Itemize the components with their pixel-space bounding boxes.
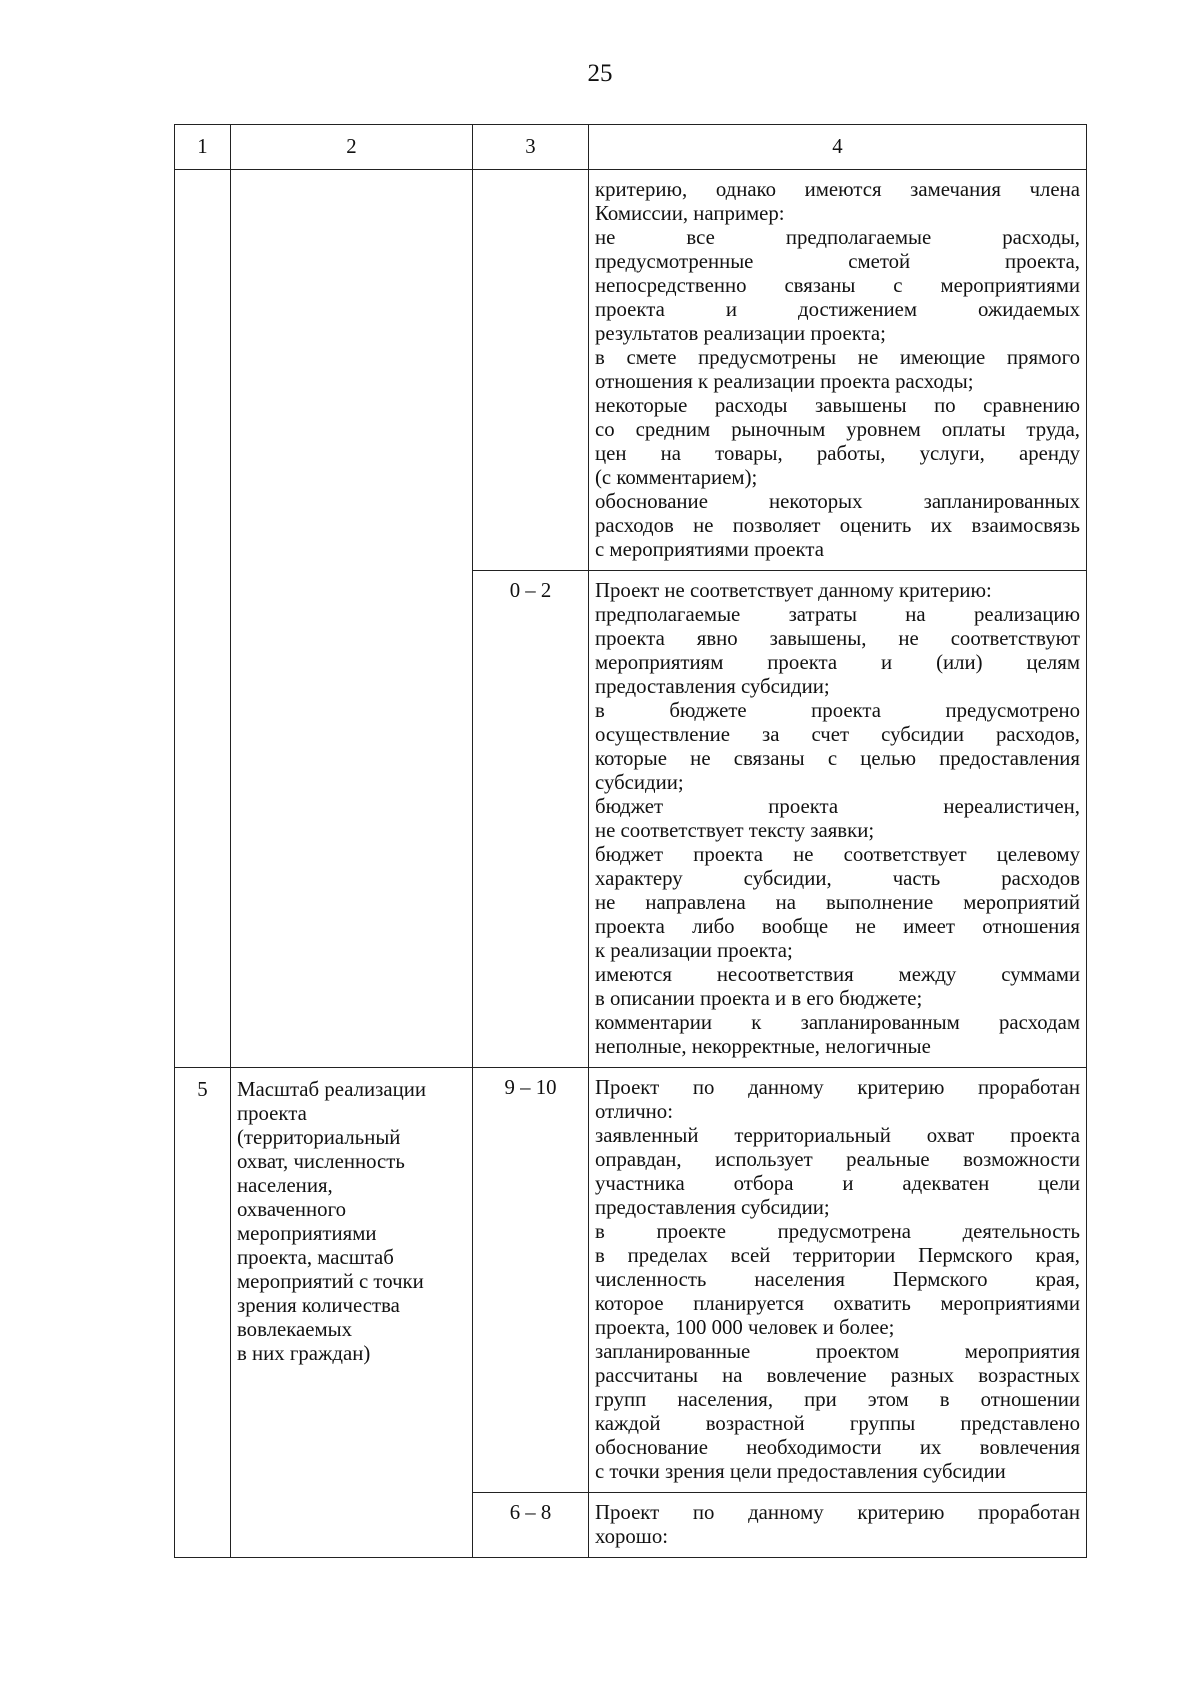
text-line: оправдан, использует реальные возможности <box>595 1148 1080 1171</box>
text-line: проекта <box>237 1102 307 1125</box>
text-line: с мероприятиями проекта <box>595 538 824 561</box>
text-line: цен на товары, работы, услуги, аренду <box>595 442 1080 465</box>
text-line: зрения количества <box>237 1294 400 1317</box>
text-line: охват, численность <box>237 1150 405 1173</box>
text-line: бюджет проекта нереалистичен, <box>595 795 1080 818</box>
text-line: субсидии; <box>595 771 684 794</box>
text-line: не направлена на выполнение мероприятий <box>595 891 1080 914</box>
text-line: (территориальный <box>237 1126 401 1149</box>
header-col-1: 1 <box>175 125 231 170</box>
text-line: характеру субсидии, часть расходов <box>595 867 1080 890</box>
text-line: проекта явно завышены, не соответствуют <box>595 627 1080 650</box>
text-line: проекта, 100 000 человек и более; <box>595 1316 895 1339</box>
text-line: проекта, масштаб <box>237 1246 394 1269</box>
text-line: каждой возрастной группы представлено <box>595 1412 1080 1435</box>
text-line: имеются несоответствия между суммами <box>595 963 1080 986</box>
text-line: предоставления субсидии; <box>595 675 830 698</box>
text-line: в проекте предусмотрена деятельность <box>595 1220 1080 1243</box>
text-line: Проект по данному критерию проработан <box>595 1076 1080 1099</box>
text-line: предоставления субсидии; <box>595 1196 830 1219</box>
text-line: которое планируется охватить мероприятиями <box>595 1292 1080 1315</box>
text-line: в смете предусмотрены не имеющие прямого <box>595 346 1080 369</box>
text-line: хорошо: <box>595 1525 668 1548</box>
text-line: комментарии к запланированным расходам <box>595 1011 1080 1034</box>
text-line: критерию, однако имеются замечания члена <box>595 178 1080 201</box>
text-line: обоснование необходимости их вовлечения <box>595 1436 1080 1459</box>
text-line: предполагаемые затраты на реализацию <box>595 603 1080 626</box>
text-line: численность населения Пермского края, <box>595 1268 1080 1291</box>
text-line: проекта либо вообще не имеет отношения <box>595 915 1080 938</box>
header-col-4: 4 <box>589 125 1087 170</box>
text-line: мероприятиям проекта и (или) целям <box>595 651 1080 674</box>
text-line: непосредственно связаны с мероприятиями <box>595 274 1080 297</box>
text-line: отношения к реализации проекта расходы; <box>595 370 974 393</box>
text-line: вовлекаемых <box>237 1318 353 1341</box>
score-cell: 6 – 8 <box>473 1493 589 1558</box>
text-line: не все предполагаемые расходы, <box>595 226 1080 249</box>
table-row <box>175 170 1087 571</box>
text-line: Комиссии, например: <box>595 202 785 225</box>
text-line: рассчитаны на вовлечение разных возрастных <box>595 1364 1080 1387</box>
score-description <box>589 1068 1087 1493</box>
table-row <box>175 1068 1087 1493</box>
score-description <box>589 1493 1087 1558</box>
criterion-name-cell <box>231 170 473 1068</box>
text-line: (с комментарием); <box>595 466 758 489</box>
text-line: в бюджете проекта предусмотрено <box>595 699 1080 722</box>
text-line: бюджет проекта не соответствует целевому <box>595 843 1080 866</box>
text-line: в них граждан) <box>237 1342 371 1365</box>
text-line: запланированные проектом мероприятия <box>595 1340 1080 1363</box>
text-line: Проект по данному критерию проработан <box>595 1501 1080 1524</box>
text-line: в пределах всей территории Пермского края, <box>595 1244 1080 1267</box>
text-line: населения, <box>237 1174 333 1197</box>
text-line: неполные, некорректные, нелогичные <box>595 1035 931 1058</box>
text-line: охваченного <box>237 1198 346 1221</box>
score-description <box>589 170 1087 571</box>
text-line: мероприятиями <box>237 1222 377 1245</box>
table-header-row <box>175 125 1087 170</box>
text-line: в описании проекта и в его бюджете; <box>595 987 923 1010</box>
text-line: участника отбора и адекватен цели <box>595 1172 1080 1195</box>
text-line: проекта и достижением ожидаемых <box>595 298 1080 321</box>
text-line: осуществление за счет субсидии расходов, <box>595 723 1080 746</box>
header-col-3: 3 <box>473 125 589 170</box>
header-col-2: 2 <box>231 125 473 170</box>
score-cell: 9 – 10 <box>473 1068 589 1493</box>
text-line: некоторые расходы завышены по сравнению <box>595 394 1080 417</box>
text-line: которые не связаны с целью предоставления <box>595 747 1080 770</box>
text-line: с точки зрения цели предоставления субсидии <box>595 1460 1006 1483</box>
criterion-number-cell <box>175 170 231 1068</box>
text-line: групп населения, при этом в отношении <box>595 1388 1080 1411</box>
criterion-name <box>231 1068 473 1558</box>
criterion-number: 5 <box>175 1068 231 1558</box>
criteria-table <box>174 124 1087 1558</box>
text-line: мероприятий с точки <box>237 1270 424 1293</box>
text-line: предусмотренные сметой проекта, <box>595 250 1080 273</box>
text-line: со средним рыночным уровнем оплаты труда, <box>595 418 1080 441</box>
text-line: обоснование некоторых запланированных <box>595 490 1080 513</box>
score-description <box>589 571 1087 1068</box>
text-line: результатов реализации проекта; <box>595 322 886 345</box>
text-line: Масштаб реализации <box>237 1078 426 1101</box>
page-number: 25 <box>587 60 613 87</box>
score-cell <box>473 170 589 571</box>
text-line: Проект не соответствует данному критерию: <box>595 579 992 602</box>
text-line: заявленный территориальный охват проекта <box>595 1124 1080 1147</box>
text-line: отлично: <box>595 1100 673 1123</box>
score-cell: 0 – 2 <box>473 571 589 1068</box>
text-line: к реализации проекта; <box>595 939 793 962</box>
text-line: не соответствует тексту заявки; <box>595 819 875 842</box>
text-line: расходов не позволяет оценить их взаимосвязь <box>595 514 1080 537</box>
